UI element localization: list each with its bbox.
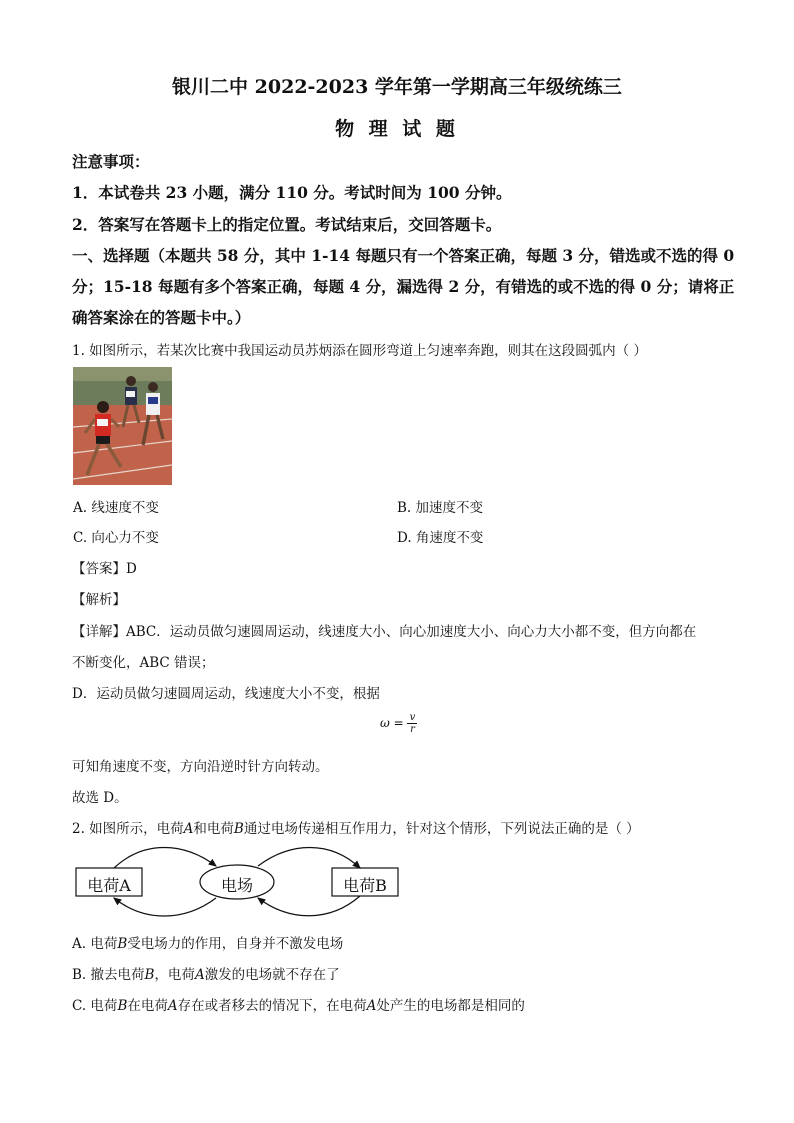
q2-opt-b-mid: ，电荷 bbox=[154, 967, 195, 983]
section-instructions-line-2: 分；15-18 每题有多个答案正确，每题 4 分，漏选得 2 分，有错选的或不选的得 0 分；请将正 bbox=[72, 277, 735, 296]
q1-answer bbox=[72, 557, 137, 577]
charge-a-symbol: A bbox=[167, 998, 178, 1014]
charge-b-symbol: B bbox=[233, 821, 244, 837]
q2-opt-c-mid2: 存在或者移去的情况下，在电荷 bbox=[177, 998, 367, 1014]
arrow-b-to-field bbox=[258, 896, 360, 916]
page-subtitle: 物 理 试 题 bbox=[335, 118, 459, 140]
answer-value: D bbox=[126, 561, 137, 577]
q2-option-c bbox=[72, 994, 525, 1014]
field-interaction-diagram bbox=[74, 846, 404, 918]
q1-option-d: D. 角速度不变 bbox=[397, 530, 484, 546]
charge-a-symbol: A bbox=[366, 998, 377, 1014]
charge-b-label: 电荷B bbox=[343, 876, 387, 895]
charge-a-symbol: A bbox=[194, 967, 205, 983]
arrow-a-to-field bbox=[114, 848, 216, 869]
formula-numerator: v bbox=[409, 712, 416, 723]
q2-opt-a-pre: A. 电荷 bbox=[72, 936, 118, 952]
angular-velocity-formula bbox=[380, 712, 417, 735]
q2-opt-c-pre: C. 电荷 bbox=[72, 998, 118, 1014]
q2-opt-c-mid1: 在电荷 bbox=[127, 998, 168, 1014]
q2-opt-a-post: 受电场力的作用，自身并不激发电场 bbox=[127, 936, 344, 952]
q1-detail-line-3: D．运动员做匀速圆周运动，线速度大小不变，根据 bbox=[72, 686, 380, 702]
q1-option-b: B. 加速度不变 bbox=[397, 500, 484, 516]
q1-option-a: A. 线速度不变 bbox=[73, 500, 159, 516]
notes-item-2: 2．答案写在答题卡上的指定位置。考试结束后，交回答题卡。 bbox=[72, 215, 502, 234]
answer-tag: 【答案】 bbox=[72, 561, 126, 577]
q1-detail-line-4: 可知角速度不变，方向沿逆时针方向转动。 bbox=[72, 759, 329, 775]
field-label: 电场 bbox=[220, 876, 253, 895]
q2-option-b bbox=[72, 963, 340, 983]
q1-detail-line-2: 不断变化，ABC 错误； bbox=[72, 655, 215, 671]
charge-a-symbol: A bbox=[183, 821, 194, 837]
section-instructions-line-1: 一、选择题（本题共 58 分，其中 1-14 每题只有一个答案正确，每题 3 分，错选或不选的得 0 bbox=[72, 246, 735, 265]
page-title: 银川二中 2022-2023 学年第一学期高三年级统练三 bbox=[172, 76, 622, 98]
detail-text: ABC．运动员做匀速圆周运动，线速度大小、向心加速度大小、向心力大小都不变，但方向都在 bbox=[126, 624, 697, 640]
q1-analysis-tag: 【解析】 bbox=[72, 592, 126, 608]
q1-detail-line-5: 故选 D。 bbox=[72, 790, 128, 806]
formula-denominator: r bbox=[410, 724, 415, 735]
notes-item-1: 1．本试卷共 23 小题，满分 110 分。考试时间为 100 分钟。 bbox=[72, 183, 512, 202]
q2-stem-post: 通过电场传递相互作用力，针对这个情形，下列说法正确的是（ ） bbox=[243, 821, 640, 837]
q2-opt-c-post: 处产生的电场都是相同的 bbox=[376, 998, 525, 1014]
formula-fraction bbox=[407, 712, 417, 735]
charge-b-symbol: B bbox=[144, 967, 155, 983]
q1-option-c: C. 向心力不变 bbox=[73, 530, 159, 546]
notes-heading: 注意事项： bbox=[72, 152, 150, 171]
detail-tag: 【详解】 bbox=[72, 624, 126, 640]
q1-stem: 1. 如图所示，若某次比赛中我国运动员苏炳添在圆形弯道上匀速率奔跑，则其在这段圆弧内（ ） bbox=[72, 343, 647, 359]
q2-stem bbox=[72, 817, 640, 837]
arrow-field-to-b bbox=[258, 848, 360, 869]
q2-opt-b-pre: B. 撤去电荷 bbox=[72, 967, 145, 983]
charge-b-symbol: B bbox=[117, 936, 128, 952]
charge-b-symbol: B bbox=[117, 998, 128, 1014]
q2-option-a bbox=[72, 932, 343, 952]
q2-opt-b-post: 激发的电场就不存在了 bbox=[204, 967, 340, 983]
runners-photo bbox=[73, 367, 172, 485]
q1-detail-line-1 bbox=[72, 620, 696, 640]
arrow-field-to-a bbox=[114, 898, 216, 916]
q2-stem-pre: 2. 如图所示，电荷 bbox=[72, 821, 184, 837]
formula-lhs: ω = bbox=[380, 716, 404, 730]
q2-stem-mid: 和电荷 bbox=[193, 821, 234, 837]
section-instructions-line-3: 确答案涂在的答题卡中。） bbox=[72, 308, 251, 327]
charge-a-label: 电荷A bbox=[87, 876, 131, 895]
